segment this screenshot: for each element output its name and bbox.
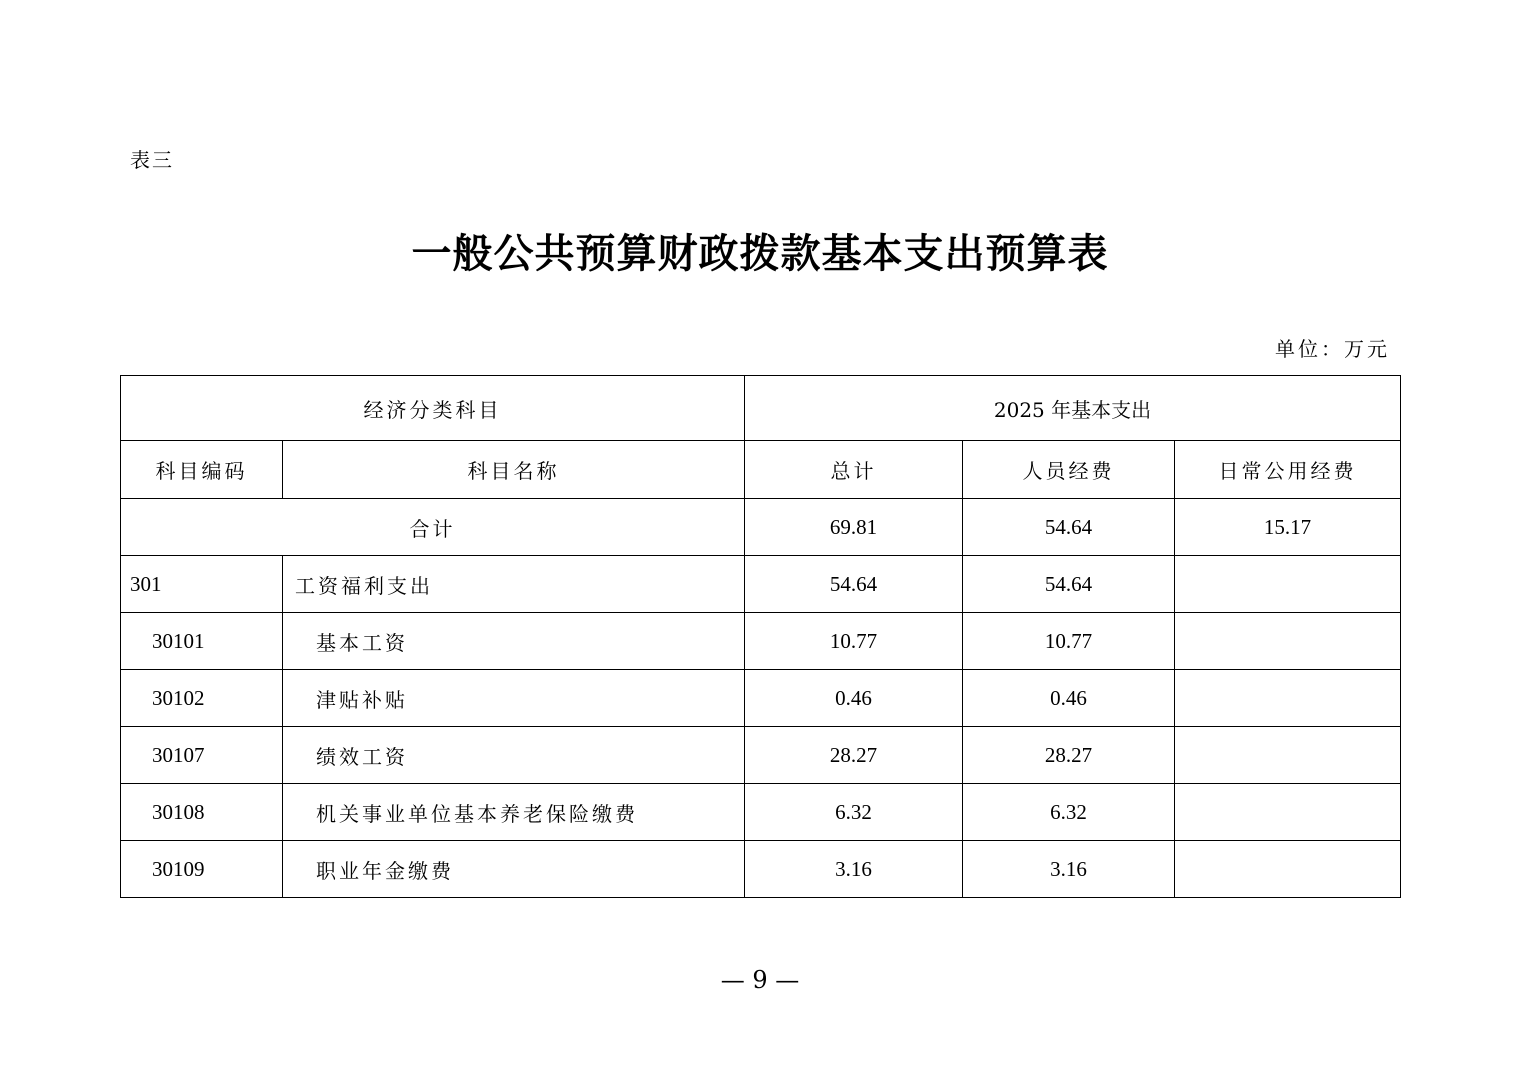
table-row [121,556,1401,613]
row-personnel: 28.27 [963,727,1175,784]
row-personnel: 0.46 [963,670,1175,727]
summary-row [121,499,1401,556]
header-total: 总计 [745,441,963,499]
document-title: 一般公共预算财政拨款基本支出预算表 [411,230,1109,277]
row-name: 津贴补贴 [283,670,745,727]
header-personnel: 人员经费 [963,441,1175,499]
header-name: 科目名称 [283,441,745,499]
row-public [1175,784,1401,841]
summary-personnel: 54.64 [963,499,1175,556]
row-public [1175,556,1401,613]
row-code: 30107 [121,727,283,784]
row-name: 工资福利支出 [283,556,745,613]
row-code: 30109 [121,841,283,898]
table-row [121,613,1401,670]
header-group-row [121,376,1401,441]
row-name: 职业年金缴费 [283,841,745,898]
row-personnel: 10.77 [963,613,1175,670]
table-row [121,727,1401,784]
row-name: 机关事业单位基本养老保险缴费 [283,784,745,841]
row-personnel: 3.16 [963,841,1175,898]
row-code: 30101 [121,613,283,670]
table-row [121,670,1401,727]
table-label: 表三 [130,148,174,172]
row-total: 0.46 [745,670,963,727]
row-total: 28.27 [745,727,963,784]
row-total: 6.32 [745,784,963,841]
budget-table [120,375,1401,898]
row-code: 30108 [121,784,283,841]
summary-label: 合计 [121,499,745,556]
row-personnel: 6.32 [963,784,1175,841]
summary-public: 15.17 [1175,499,1401,556]
row-name: 绩效工资 [283,727,745,784]
row-code: 30102 [121,670,283,727]
row-total: 10.77 [745,613,963,670]
unit-label: 单位：万元 [1275,337,1390,361]
header-column-row [121,441,1401,499]
header-basic-expenditure: 2025 年基本支出 [745,376,1401,441]
row-total: 3.16 [745,841,963,898]
summary-total: 69.81 [745,499,963,556]
header-economic-category: 经济分类科目 [121,376,745,441]
row-total: 54.64 [745,556,963,613]
row-name: 基本工资 [283,613,745,670]
row-code: 301 [121,556,283,613]
header-public: 日常公用经费 [1175,441,1401,499]
page-number: — 9 — [720,966,800,994]
row-public [1175,727,1401,784]
row-personnel: 54.64 [963,556,1175,613]
row-public [1175,670,1401,727]
table-row [121,784,1401,841]
header-code: 科目编码 [121,441,283,499]
row-public [1175,841,1401,898]
table-row [121,841,1401,898]
row-public [1175,613,1401,670]
